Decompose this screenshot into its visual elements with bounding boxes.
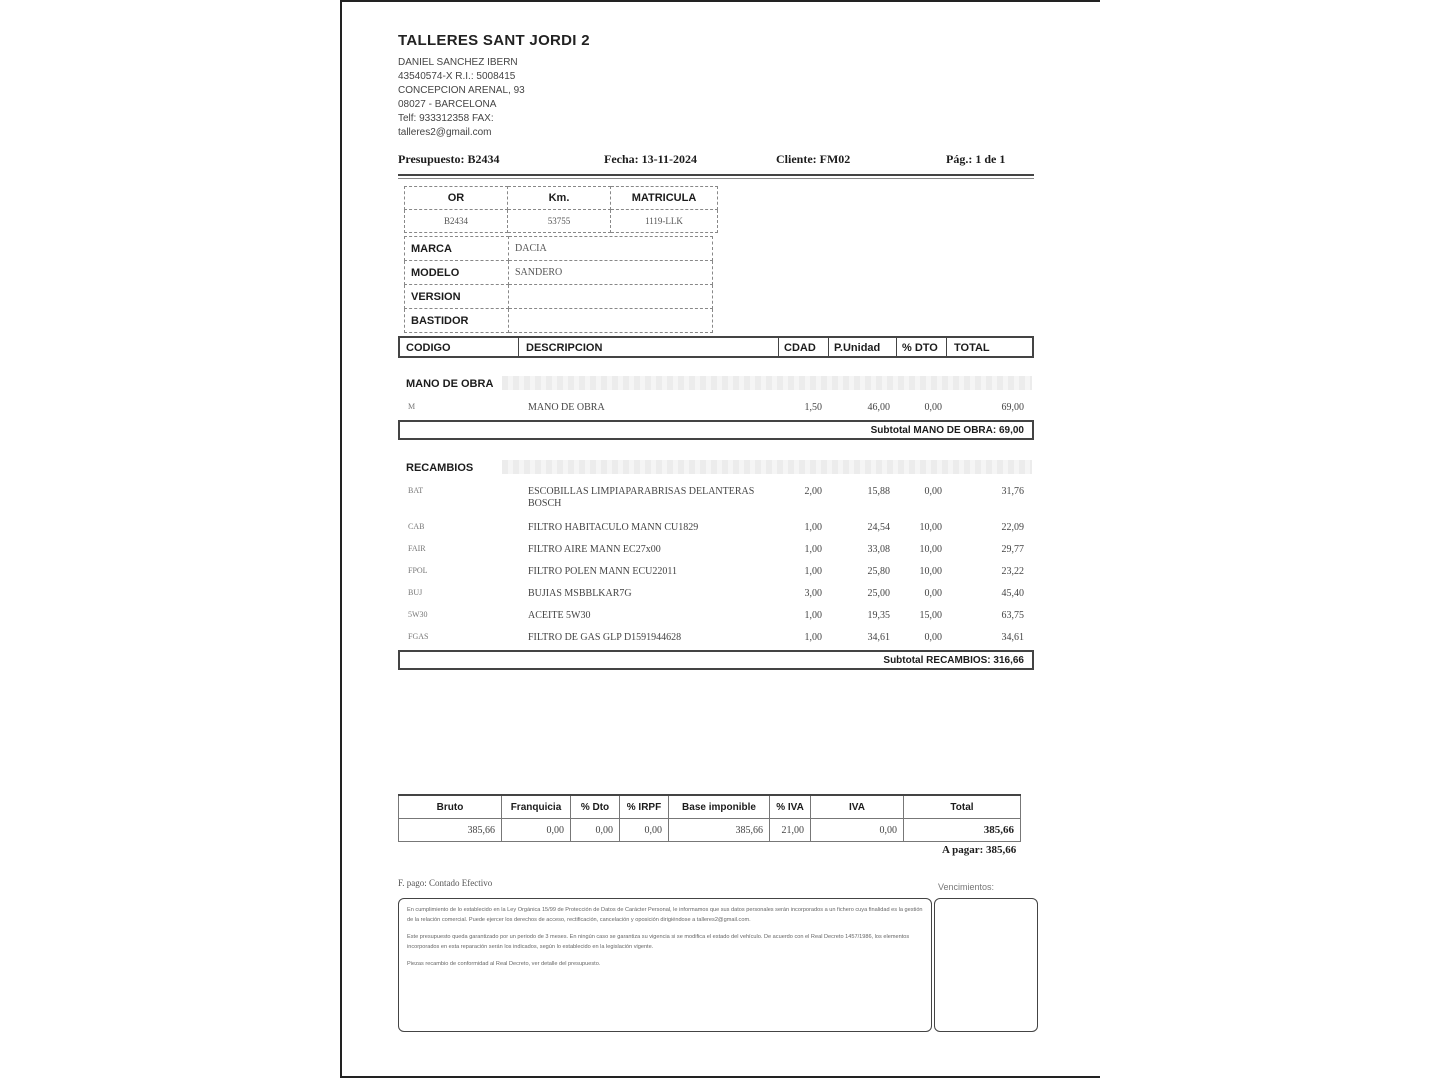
totals-header-irpf: % IRPF <box>620 795 669 819</box>
item-code: M <box>408 402 416 411</box>
item-discount: 0,00 <box>924 402 942 413</box>
col-cdad: CDAD <box>784 342 816 354</box>
item-discount: 15,00 <box>919 610 942 621</box>
item-description: FILTRO AIRE MANN EC27x00 <box>528 544 661 555</box>
item-code: BAT <box>408 486 424 495</box>
divider <box>398 178 1034 179</box>
item-total: 63,75 <box>1001 610 1024 621</box>
item-description: ESCOBILLAS LIMPIAPARABRISAS DELANTERAS BOSCH <box>528 486 755 509</box>
item-total: 29,77 <box>1001 544 1024 555</box>
legal-paragraph: Este presupuesto queda garantizado por un periodo de 3 meses. En ningún caso se garantiza su vigencia si se modifica el estado del vehículo. De acuerdo con el Real Decreto 1457/1986, los elementos incorporados en esta reparación serán los indicados, según lo establecido en la legislación vigente. <box>407 934 910 950</box>
totals-value-irpf: 0,00 <box>620 819 669 842</box>
faded-scan-artifact <box>502 376 1032 390</box>
divider <box>778 338 779 356</box>
line-item-row <box>398 542 1034 562</box>
client-code: Cliente: FM02 <box>776 152 851 166</box>
value-or: B2434 <box>405 210 508 233</box>
line-item-row <box>398 608 1034 628</box>
company-address: CONCEPCION ARENAL, 93 <box>398 85 525 96</box>
line-item-row <box>398 400 1034 420</box>
document-page <box>340 0 1100 1078</box>
label-modelo: MODELO <box>405 261 509 285</box>
value-modelo: SANDERO <box>509 261 713 285</box>
vehicle-details-table <box>404 236 713 333</box>
totals-table <box>398 794 1021 842</box>
totals-value-franquicia: 0,00 <box>502 819 571 842</box>
totals-header-iva: IVA <box>811 795 904 819</box>
company-email: talleres2@gmail.com <box>398 127 492 138</box>
item-code: FGAS <box>408 632 429 641</box>
value-matricula: 1119-LLK <box>611 210 718 233</box>
item-qty: 1,00 <box>804 522 822 533</box>
item-code: FAIR <box>408 544 426 553</box>
item-qty: 1,00 <box>804 566 822 577</box>
item-unit-price: 25,80 <box>867 566 890 577</box>
company-tax-id: 43540574-X R.I.: 5008415 <box>398 71 516 82</box>
item-description: FILTRO POLEN MANN ECU22011 <box>528 566 677 577</box>
item-unit-price: 25,00 <box>867 588 890 599</box>
header-matricula: MATRICULA <box>611 187 718 210</box>
item-discount: 0,00 <box>924 632 942 643</box>
label-bastidor: BASTIDOR <box>405 309 509 333</box>
col-total: TOTAL <box>954 342 990 354</box>
legal-notice-box <box>398 898 932 1032</box>
item-qty: 1,00 <box>804 610 822 621</box>
line-item-row <box>398 484 1034 509</box>
totals-value-bruto: 385,66 <box>399 819 502 842</box>
item-code: FPOL <box>408 566 428 575</box>
totals-value-base-imponible: 385,66 <box>669 819 770 842</box>
totals-value-dto: 0,00 <box>571 819 620 842</box>
item-description: FILTRO DE GAS GLP D1591944628 <box>528 632 682 643</box>
label-version: VERSION <box>405 285 509 309</box>
totals-header-total: Total <box>904 795 1021 819</box>
totals-header-franquicia: Franquicia <box>502 795 571 819</box>
subtotal-recambios <box>398 650 1034 670</box>
item-unit-price: 24,54 <box>867 522 890 533</box>
due-dates-label: Vencimientos: <box>938 882 995 892</box>
col-punidad: P.Unidad <box>834 342 881 354</box>
totals-header-bruto: Bruto <box>399 795 502 819</box>
item-total: 23,22 <box>1001 566 1024 577</box>
document-header-bar <box>398 148 1034 176</box>
item-discount: 10,00 <box>919 544 942 555</box>
item-total: 22,09 <box>1001 522 1024 533</box>
subtotal-mano-de-obra-text: Subtotal MANO DE OBRA: 69,00 <box>870 425 1024 436</box>
totals-value-iva: 0,00 <box>811 819 904 842</box>
label-marca: MARCA <box>405 237 509 261</box>
item-total: 31,76 <box>1001 486 1024 497</box>
item-code: BUJ <box>408 588 423 597</box>
item-description: BUJIAS MSBBLKAR7G <box>528 588 632 599</box>
item-unit-price: 46,00 <box>867 402 890 413</box>
item-discount: 10,00 <box>919 522 942 533</box>
company-owner: DANIEL SANCHEZ IBERN <box>398 57 518 68</box>
subtotal-recambios-text: Subtotal RECAMBIOS: 316,66 <box>883 655 1024 666</box>
divider <box>896 338 897 356</box>
company-city: 08027 - BARCELONA <box>398 99 497 110</box>
item-code: CAB <box>408 522 425 531</box>
item-qty: 3,00 <box>804 588 822 599</box>
faded-scan-artifact <box>502 460 1032 474</box>
item-discount: 10,00 <box>919 566 942 577</box>
divider <box>946 338 947 356</box>
line-item-row <box>398 630 1034 650</box>
totals-header-iva-pct: % IVA <box>770 795 811 819</box>
vehicle-id-table <box>404 186 718 233</box>
item-qty: 1,00 <box>804 544 822 555</box>
item-discount: 0,00 <box>924 486 942 497</box>
item-description: FILTRO HABITACULO MANN CU1829 <box>528 522 699 533</box>
value-km: 53755 <box>508 210 611 233</box>
header-km: Km. <box>508 187 611 210</box>
divider <box>518 338 519 356</box>
quote-number: Presupuesto: B2434 <box>398 152 500 166</box>
divider <box>828 338 829 356</box>
item-description: ACEITE 5W30 <box>528 610 591 621</box>
value-marca: DACIA <box>509 237 713 261</box>
amount-to-pay: A pagar: 385,66 <box>942 844 1017 856</box>
totals-value-iva-pct: 21,00 <box>770 819 811 842</box>
item-qty: 1,00 <box>804 632 822 643</box>
legal-paragraph: En cumplimiento de lo establecido en la Ley Orgánica 15/99 de Protección de Datos de Carácter Personal, le informamos que sus datos personales serán incorporados a un fichero cuya finalidad es la gestión de la relación comercial. Puede ejercer los derechos de acceso, rectificación, cancelación y oposición dirigiéndose a talleres2@gmail.com. <box>407 907 923 923</box>
header-or: OR <box>405 187 508 210</box>
item-unit-price: 34,61 <box>867 632 890 643</box>
company-name: TALLERES SANT JORDI 2 <box>398 32 590 49</box>
item-discount: 0,00 <box>924 588 942 599</box>
payment-method: F. pago: Contado Efectivo <box>398 878 493 888</box>
section-title-recambios: RECAMBIOS <box>406 462 474 474</box>
quote-date: Fecha: 13-11-2024 <box>604 152 697 166</box>
item-code: 5W30 <box>408 610 428 619</box>
line-item-row <box>398 586 1034 606</box>
item-description: MANO DE OBRA <box>528 402 605 413</box>
section-title-mano-de-obra: MANO DE OBRA <box>406 378 494 390</box>
col-codigo: CODIGO <box>406 342 451 354</box>
line-items-column-header <box>398 336 1034 358</box>
item-unit-price: 15,88 <box>867 486 890 497</box>
totals-header-dto: % Dto <box>571 795 620 819</box>
due-dates-box <box>934 898 1038 1032</box>
item-total: 45,40 <box>1001 588 1024 599</box>
item-unit-price: 33,08 <box>867 544 890 555</box>
subtotal-mano-de-obra <box>398 420 1034 440</box>
item-unit-price: 19,35 <box>867 610 890 621</box>
legal-paragraph: Piezas recambio de conformidad al Real Decreto, ver detalle del presupuesto. <box>407 961 601 967</box>
totals-value-total: 385,66 <box>904 819 1021 842</box>
page-indicator: Pág.: 1 de 1 <box>946 152 1006 166</box>
item-total: 69,00 <box>1001 402 1024 413</box>
company-phone: Telf: 933312358 FAX: <box>398 113 494 124</box>
item-qty: 1,50 <box>804 402 822 413</box>
col-dto: % DTO <box>902 342 938 354</box>
item-total: 34,61 <box>1001 632 1024 643</box>
totals-header-base-imponible: Base imponible <box>669 795 770 819</box>
line-item-row <box>398 520 1034 540</box>
value-bastidor <box>509 309 713 333</box>
col-descripcion: DESCRIPCION <box>526 342 603 354</box>
item-qty: 2,00 <box>804 486 822 497</box>
line-item-row <box>398 564 1034 584</box>
value-version <box>509 285 713 309</box>
